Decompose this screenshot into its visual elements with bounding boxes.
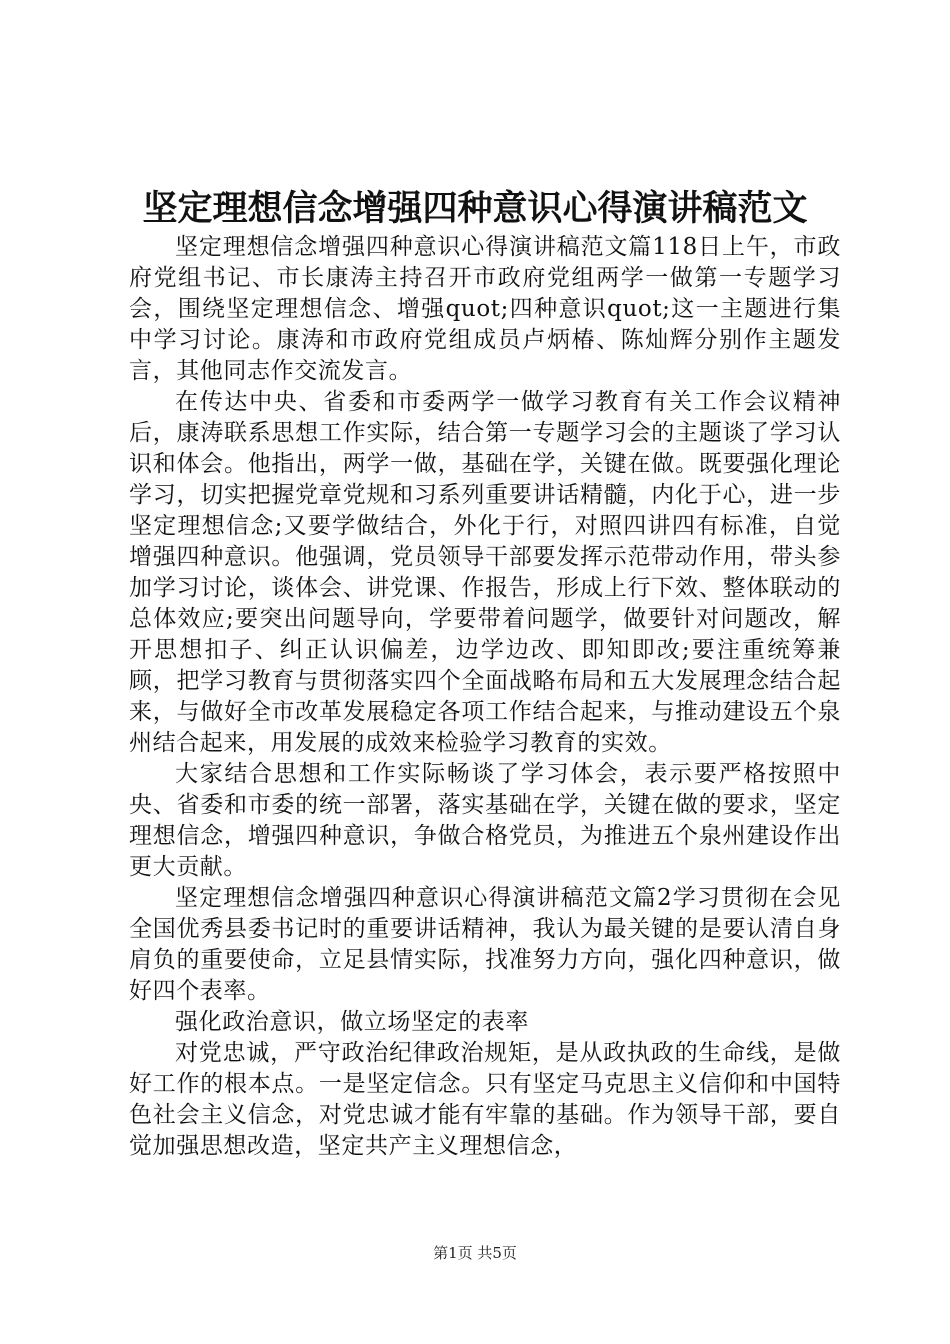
document-body xyxy=(129,232,841,1162)
paragraph: 坚定理想信念增强四种意识心得演讲稿范文篇118日上午，市政府党组书记、市长康涛主持召开市政府党组两学一做第一专题学习会，围绕坚定理想信念、增强quot;四种意识quot;这一主题进行集中学习讨论。康涛和市政府党组成员卢炳椿、陈灿辉分别作主题发言，其他同志作交流发言。 xyxy=(129,234,841,384)
document-title: 坚定理想信念增强四种意识心得演讲稿范文 xyxy=(142,188,808,229)
page-number-footer: 第1页 共5页 xyxy=(433,1244,517,1262)
paragraph: 大家结合思想和工作实际畅谈了学习体会，表示要严格按照中央、省委和市委的统一部署，落实基础在学，关键在做的要求，坚定理想信念，增强四种意识，争做合格党员，为推进五个泉州建设作出更大贡献。 xyxy=(129,761,841,880)
paragraph: 对党忠诚，严守政治纪律政治规矩，是从政执政的生命线，是做好工作的根本点。一是坚定信念。只有坚定马克思主义信仰和中国特色社会主义信念，对党忠诚才能有牢靠的基础。作为领导干部，要自觉加强思想改造，坚定共产主义理想信念， xyxy=(129,1040,841,1159)
section-heading: 强化政治意识，做立场坚定的表率 xyxy=(175,1009,529,1035)
paragraph: 坚定理想信念增强四种意识心得演讲稿范文篇2学习贯彻在会见全国优秀县委书记时的重要讲话精神，我认为最关键的是要认清自身肩负的重要使命，立足县情实际，找准努力方向，强化四种意识，做好四个表率。 xyxy=(129,885,841,1004)
paragraph: 在传达中央、省委和市委两学一做学习教育有关工作会议精神后，康涛联系思想工作实际，结合第一专题学习会的主题谈了学习认识和体会。他指出，两学一做，基础在学，关键在做。既要强化理论学习，切实把握党章党规和习系列重要讲话精髓，内化于心，进一步坚定理想信念;又要学做结合，外化于行，对照四讲四有标准，自觉增强四种意识。他强调，党员领导干部要发挥示范带动作用，带头参加学习讨论，谈体会、讲党课、作报告，形成上行下效、整体联动的总体效应;要突出问题导向，学要带着问题学，做要针对问题改，解开思想扣子、纠正认识偏差，边学边改、即知即改;要注重统筹兼顾，把学习教育与贯彻落实四个全面战略布局和五大发展理念结合起来，与做好全市改革发展稳定各项工作结合起来，与推动建设五个泉州结合起来，用发展的成效来检验学习教育的实效。 xyxy=(129,389,841,756)
